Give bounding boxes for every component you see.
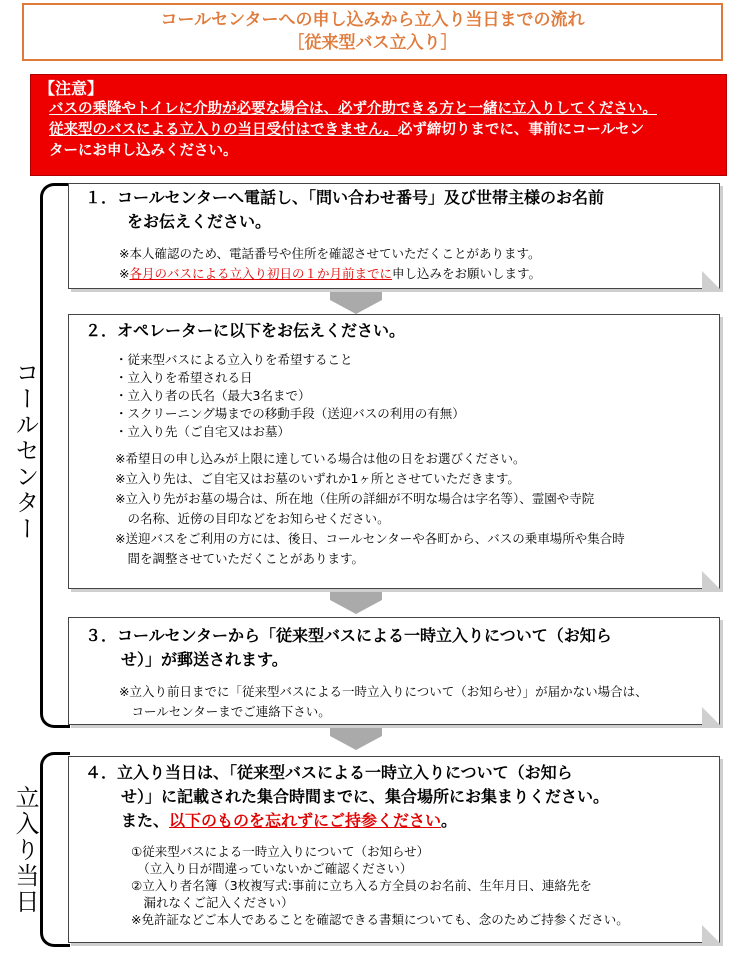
step-2-note: ※送迎バスをご利用の方には、後日、コールセンターや各町から、バスの乗車場所や集合時 (115, 531, 625, 546)
step-4-item-list (69, 833, 719, 928)
step-4-heading-cont: せ）」に記載された集合時間までに、集合場所にお集まりください。 (121, 787, 610, 806)
page-fold-icon (702, 271, 720, 289)
down-arrow-icon (330, 736, 382, 750)
list-item: ①従来型バスによる一時立入りについて（お知らせ） (131, 844, 430, 859)
list-item: ②立入り者名簿（3枚複写式:事前に立ち入る方全員のお名前、生年月日、連絡先を (131, 878, 592, 893)
page-title-box (22, 3, 723, 61)
list-item: （立入り日が間違っていないかご確認ください） (131, 861, 413, 876)
step-3-note-2: コールセンターまでご連絡下さい。 (119, 704, 331, 719)
step-2-box (68, 314, 720, 589)
page-subtitle: ［従来型バス立入り］ (287, 33, 458, 53)
step-1-note-2-prefix: ※ (119, 266, 130, 281)
step-2-note: の名称、近傍の目印などをお知らせください。 (115, 511, 390, 526)
step-1-note-2-highlight: 各月のバスによる立入り初日の１か月前までに (129, 266, 392, 281)
step-4-box (68, 756, 720, 943)
step-3-note-1: ※立入り前日までに「従来型バスによる一時立入りについて（お知らせ）」が届かない場合は、 (119, 684, 648, 699)
step-3-heading-cont: せ）」が郵送されます。 (121, 650, 288, 669)
step-2-note: ※立入り先は、ご自宅又はお墓のいずれか1ヶ所とさせていただきます。 (115, 471, 520, 486)
down-arrow-icon (330, 300, 382, 314)
step-4-heading-bring (69, 809, 719, 833)
step-3-heading: ３．コールセンターから「従来型バスによる一時立入りについて（お知ら (85, 626, 612, 645)
step-1-note-1: ※本人確認のため、電話番号や住所を確認させていただくことがあります。 (119, 246, 541, 261)
step-4-bring-suffix: 。 (441, 811, 458, 830)
step-1-note-2-suffix: 申し込みをお願いします。 (392, 266, 542, 281)
call-center-bracket (40, 183, 70, 728)
step-4-bring-highlight: 以下のものを忘れずにご持参ください (169, 811, 442, 830)
step-4-bring-prefix: また、 (121, 811, 170, 830)
arrow-3-bar (330, 728, 382, 736)
notice-box (30, 74, 727, 176)
step-4-heading: ４．立入り当日は、「従来型バスによる一時立入りについて（お知ら (85, 763, 573, 782)
step-2-note: 間を調整させていただくことがあります。 (115, 551, 365, 566)
list-item: 漏れなくご記入ください） (131, 895, 294, 910)
notice-heading: 【注意】 (39, 79, 104, 98)
notice-line-2b: 必ず締切りまでに、事前にコールセン (397, 122, 645, 138)
entry-day-label: 立入り当日 (11, 785, 39, 915)
step-2-note: ※希望日の申し込みが上限に達している場合は他の日をお選びください。 (115, 451, 526, 466)
arrow-1-bar (330, 292, 382, 300)
list-item: ※免許証などご本人であることを確認できる書類についても、念のためご持参ください。 (131, 912, 629, 927)
step-1-heading: １．コールセンターへ電話し、「問い合わせ番号」及び世帯主様のお名前 (85, 188, 605, 207)
down-arrow-icon (330, 600, 382, 614)
page-fold-icon (702, 707, 720, 725)
page-title: コールセンターへの申し込みから立入り当日までの流れ (160, 10, 585, 30)
arrow-2-bar (330, 592, 382, 600)
entry-day-bracket (40, 752, 70, 947)
step-1-heading-cont: をお伝えください。 (127, 212, 272, 231)
step-2-item-list (69, 343, 719, 441)
step-2-note: ※立入り先がお墓の場合は、所在地（住所の詳細が不明な場合は字名等）、霊園や寺院 (115, 491, 595, 506)
list-item: ・従来型バスによる立入りを希望すること (115, 352, 353, 367)
step-2-heading: ２．オペレーターに以下をお伝えください。 (85, 321, 406, 340)
notice-line-1: バスの乗降やトイレに介助が必要な場合は、必ず介助できる方と一緒に立入りしてください。 (49, 101, 657, 117)
step-1-note-2 (69, 264, 719, 284)
page-fold-icon (702, 571, 720, 589)
step-2-notes (69, 441, 719, 569)
list-item: ・立入りを希望される日 (115, 370, 253, 385)
page-fold-icon (702, 925, 720, 943)
list-item: ・スクリーニング場までの移動手段（送迎バスの利用の有無） (115, 406, 465, 421)
list-item: ・立入り者の氏名（最大3名まで） (115, 388, 311, 403)
notice-line-2a: 従来型のバスによる立入りの当日受付はできません。 (49, 122, 398, 138)
list-item: ・立入り先（ご自宅又はお墓） (115, 424, 291, 439)
notice-line-3: ターにお申し込みください。 (49, 143, 238, 159)
call-center-label: コールセンター (11, 360, 39, 542)
step-3-box (68, 617, 720, 725)
step-1-box (68, 183, 720, 289)
